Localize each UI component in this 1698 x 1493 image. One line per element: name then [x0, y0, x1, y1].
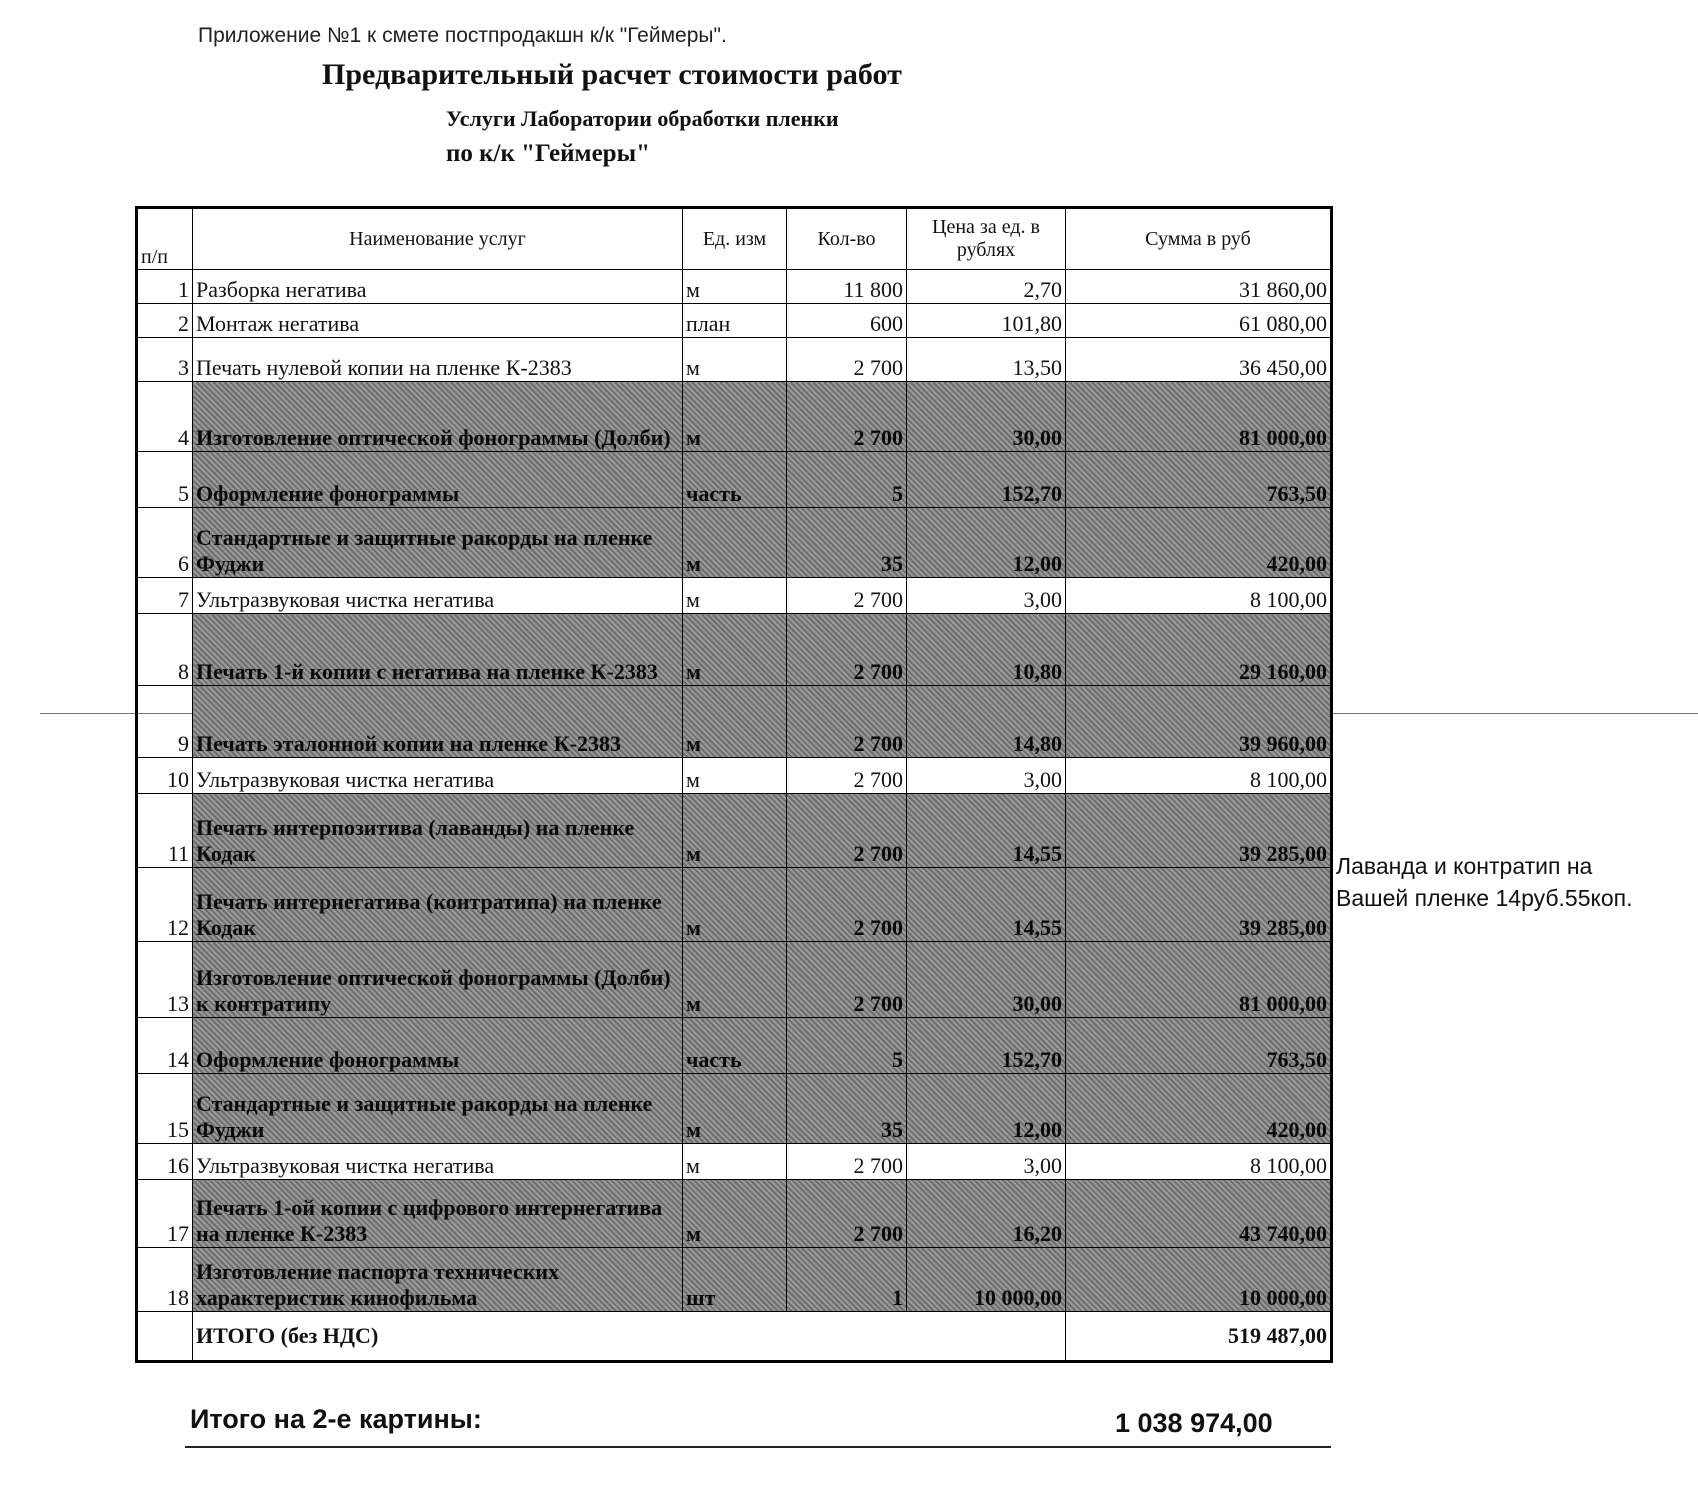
- row-number: 8: [137, 614, 193, 686]
- table-row: [137, 304, 1332, 338]
- total-label: ИТОГО (без НДС): [193, 1312, 1066, 1362]
- total-value: 519 487,00: [1066, 1312, 1332, 1362]
- table-row: [137, 270, 1332, 304]
- row-quantity: 2 700: [787, 758, 907, 794]
- row-quantity: 2 700: [787, 942, 907, 1018]
- document-subtitle: Услуги Лаборатории обработки пленки: [446, 106, 839, 131]
- table-row: [137, 1144, 1332, 1180]
- appendix-caption: Приложение №1 к смете постпродакшн к/к "Геймеры".: [198, 24, 727, 47]
- row-sum: 8 100,00: [1066, 1144, 1332, 1180]
- row-unit: м: [683, 686, 787, 758]
- row-quantity: 5: [787, 1018, 907, 1074]
- table-row: [137, 614, 1332, 686]
- row-service-name: Печать интерпозитива (лаванды) на пленке Кодак: [193, 794, 683, 868]
- row-unit: м: [683, 794, 787, 868]
- row-unit: м: [683, 1180, 787, 1248]
- table-row: [137, 758, 1332, 794]
- row-number: 13: [137, 942, 193, 1018]
- row-service-name: Печать эталонной копии на пленке К-2383: [193, 686, 683, 758]
- row-unit-price: 13,50: [907, 338, 1066, 382]
- row-sum: 10 000,00: [1066, 1248, 1332, 1312]
- row-service-name: Стандартные и защитные ракорды на пленке Фуджи: [193, 1074, 683, 1144]
- table-row: [137, 338, 1332, 382]
- row-number: 10: [137, 758, 193, 794]
- row-sum: 36 450,00: [1066, 338, 1332, 382]
- table-row: [137, 942, 1332, 1018]
- row-unit: м: [683, 758, 787, 794]
- row-service-name: Ультразвуковая чистка негатива: [193, 578, 683, 614]
- row-service-name: Ультразвуковая чистка негатива: [193, 758, 683, 794]
- table-row: [137, 1180, 1332, 1248]
- row-unit: м: [683, 382, 787, 452]
- side-note-line-1: Лаванда и контратип на: [1336, 853, 1593, 879]
- table-row: [137, 794, 1332, 868]
- row-quantity: 2 700: [787, 338, 907, 382]
- row-unit-price: 10 000,00: [907, 1248, 1066, 1312]
- row-sum: 420,00: [1066, 508, 1332, 578]
- document-title: Предварительный расчет стоимости работ: [322, 58, 902, 91]
- grand-total-label: Итого на 2-е картины:: [190, 1404, 482, 1434]
- row-sum: 29 160,00: [1066, 614, 1332, 686]
- table-row: [137, 1248, 1332, 1312]
- row-quantity: 35: [787, 508, 907, 578]
- row-sum: 81 000,00: [1066, 942, 1332, 1018]
- row-sum: 420,00: [1066, 1074, 1332, 1144]
- row-number: 12: [137, 868, 193, 942]
- col-header-unit: Ед. изм: [683, 208, 787, 270]
- col-header-unit-price: Цена за ед. в рублях: [907, 208, 1066, 270]
- row-number: 17: [137, 1180, 193, 1248]
- row-unit-price: 10,80: [907, 614, 1066, 686]
- row-quantity: 2 700: [787, 578, 907, 614]
- row-service-name: Монтаж негатива: [193, 304, 683, 338]
- side-note-line-2: Вашей пленке 14руб.55коп.: [1336, 885, 1633, 911]
- row-unit: часть: [683, 452, 787, 508]
- estimate-table: [135, 206, 1333, 1363]
- row-service-name: Оформление фонограммы: [193, 452, 683, 508]
- row-sum: 39 285,00: [1066, 794, 1332, 868]
- row-sum: 8 100,00: [1066, 758, 1332, 794]
- row-unit-price: 3,00: [907, 578, 1066, 614]
- row-unit-price: 30,00: [907, 942, 1066, 1018]
- row-quantity: 2 700: [787, 382, 907, 452]
- row-sum: 763,50: [1066, 452, 1332, 508]
- table-row: [137, 382, 1332, 452]
- total-row: [137, 1312, 1332, 1362]
- row-unit-price: 3,00: [907, 1144, 1066, 1180]
- row-number: 9: [137, 686, 193, 758]
- row-service-name: Разборка негатива: [193, 270, 683, 304]
- row-unit-price: 14,55: [907, 794, 1066, 868]
- row-quantity: 2 700: [787, 686, 907, 758]
- row-unit-price: 14,80: [907, 686, 1066, 758]
- row-quantity: 11 800: [787, 270, 907, 304]
- row-unit: м: [683, 508, 787, 578]
- table-row: [137, 452, 1332, 508]
- col-header-sum: Сумма в руб: [1066, 208, 1332, 270]
- row-quantity: 1: [787, 1248, 907, 1312]
- grand-total-underline: [185, 1446, 1331, 1448]
- row-sum: 61 080,00: [1066, 304, 1332, 338]
- row-unit: м: [683, 270, 787, 304]
- row-number: 3: [137, 338, 193, 382]
- table-row: [137, 686, 1332, 758]
- grand-total-value: 1 038 974,00: [1115, 1408, 1273, 1438]
- row-unit-price: 12,00: [907, 1074, 1066, 1144]
- row-service-name: Оформление фонограммы: [193, 1018, 683, 1074]
- table-row: [137, 868, 1332, 942]
- row-unit: м: [683, 338, 787, 382]
- row-unit: м: [683, 942, 787, 1018]
- row-sum: 39 960,00: [1066, 686, 1332, 758]
- row-unit: м: [683, 614, 787, 686]
- col-header-quantity: Кол-во: [787, 208, 907, 270]
- row-quantity: 35: [787, 1074, 907, 1144]
- row-service-name: Печать 1-ой копии с цифрового интернегатива на пленке К-2383: [193, 1180, 683, 1248]
- row-unit-price: 16,20: [907, 1180, 1066, 1248]
- row-sum: 43 740,00: [1066, 1180, 1332, 1248]
- row-service-name: Стандартные и защитные ракорды на пленке Фуджи: [193, 508, 683, 578]
- row-unit-price: 12,00: [907, 508, 1066, 578]
- row-quantity: 2 700: [787, 614, 907, 686]
- row-number: 18: [137, 1248, 193, 1312]
- row-unit-price: 101,80: [907, 304, 1066, 338]
- table-row: [137, 1018, 1332, 1074]
- film-name: по к/к "Геймеры": [446, 140, 650, 167]
- row-quantity: 2 700: [787, 1180, 907, 1248]
- row-quantity: 2 700: [787, 794, 907, 868]
- row-number: 16: [137, 1144, 193, 1180]
- row-unit-price: 2,70: [907, 270, 1066, 304]
- row-number: 11: [137, 794, 193, 868]
- side-note: [1336, 850, 1632, 914]
- row-unit: м: [683, 1144, 787, 1180]
- row-unit-price: 14,55: [907, 868, 1066, 942]
- row-number: 7: [137, 578, 193, 614]
- row-service-name: Изготовление оптической фонограммы (Долби) к контратипу: [193, 942, 683, 1018]
- row-sum: 763,50: [1066, 1018, 1332, 1074]
- row-sum: 8 100,00: [1066, 578, 1332, 614]
- row-service-name: Изготовление оптической фонограммы (Долби): [193, 382, 683, 452]
- row-number: 14: [137, 1018, 193, 1074]
- row-sum: 81 000,00: [1066, 382, 1332, 452]
- row-unit: часть: [683, 1018, 787, 1074]
- row-unit: м: [683, 1074, 787, 1144]
- row-number: 4: [137, 382, 193, 452]
- row-quantity: 2 700: [787, 868, 907, 942]
- row-unit-price: 30,00: [907, 382, 1066, 452]
- row-unit: м: [683, 868, 787, 942]
- table-row: [137, 508, 1332, 578]
- table-row: [137, 1074, 1332, 1144]
- row-number: 6: [137, 508, 193, 578]
- row-service-name: Печать нулевой копии на пленке К-2383: [193, 338, 683, 382]
- row-unit-price: 3,00: [907, 758, 1066, 794]
- total-number-cell: [137, 1312, 193, 1362]
- row-service-name: Печать интернегатива (контратипа) на пленке Кодак: [193, 868, 683, 942]
- row-sum: 39 285,00: [1066, 868, 1332, 942]
- row-quantity: 600: [787, 304, 907, 338]
- col-header-service: Наименование услуг: [193, 208, 683, 270]
- table-header-row: [137, 208, 1332, 270]
- table-row: [137, 578, 1332, 614]
- row-unit: план: [683, 304, 787, 338]
- row-service-name: Печать 1-й копии с негатива на пленке К-2383: [193, 614, 683, 686]
- row-number: 5: [137, 452, 193, 508]
- row-sum: 31 860,00: [1066, 270, 1332, 304]
- row-number: 15: [137, 1074, 193, 1144]
- row-unit: шт: [683, 1248, 787, 1312]
- row-number: 1: [137, 270, 193, 304]
- row-quantity: 5: [787, 452, 907, 508]
- row-number: 2: [137, 304, 193, 338]
- row-service-name: Изготовление паспорта технических характеристик кинофильма: [193, 1248, 683, 1312]
- row-service-name: Ультразвуковая чистка негатива: [193, 1144, 683, 1180]
- row-unit-price: 152,70: [907, 452, 1066, 508]
- row-unit: м: [683, 578, 787, 614]
- row-unit-price: 152,70: [907, 1018, 1066, 1074]
- row-quantity: 2 700: [787, 1144, 907, 1180]
- col-header-number: п/п: [137, 208, 193, 270]
